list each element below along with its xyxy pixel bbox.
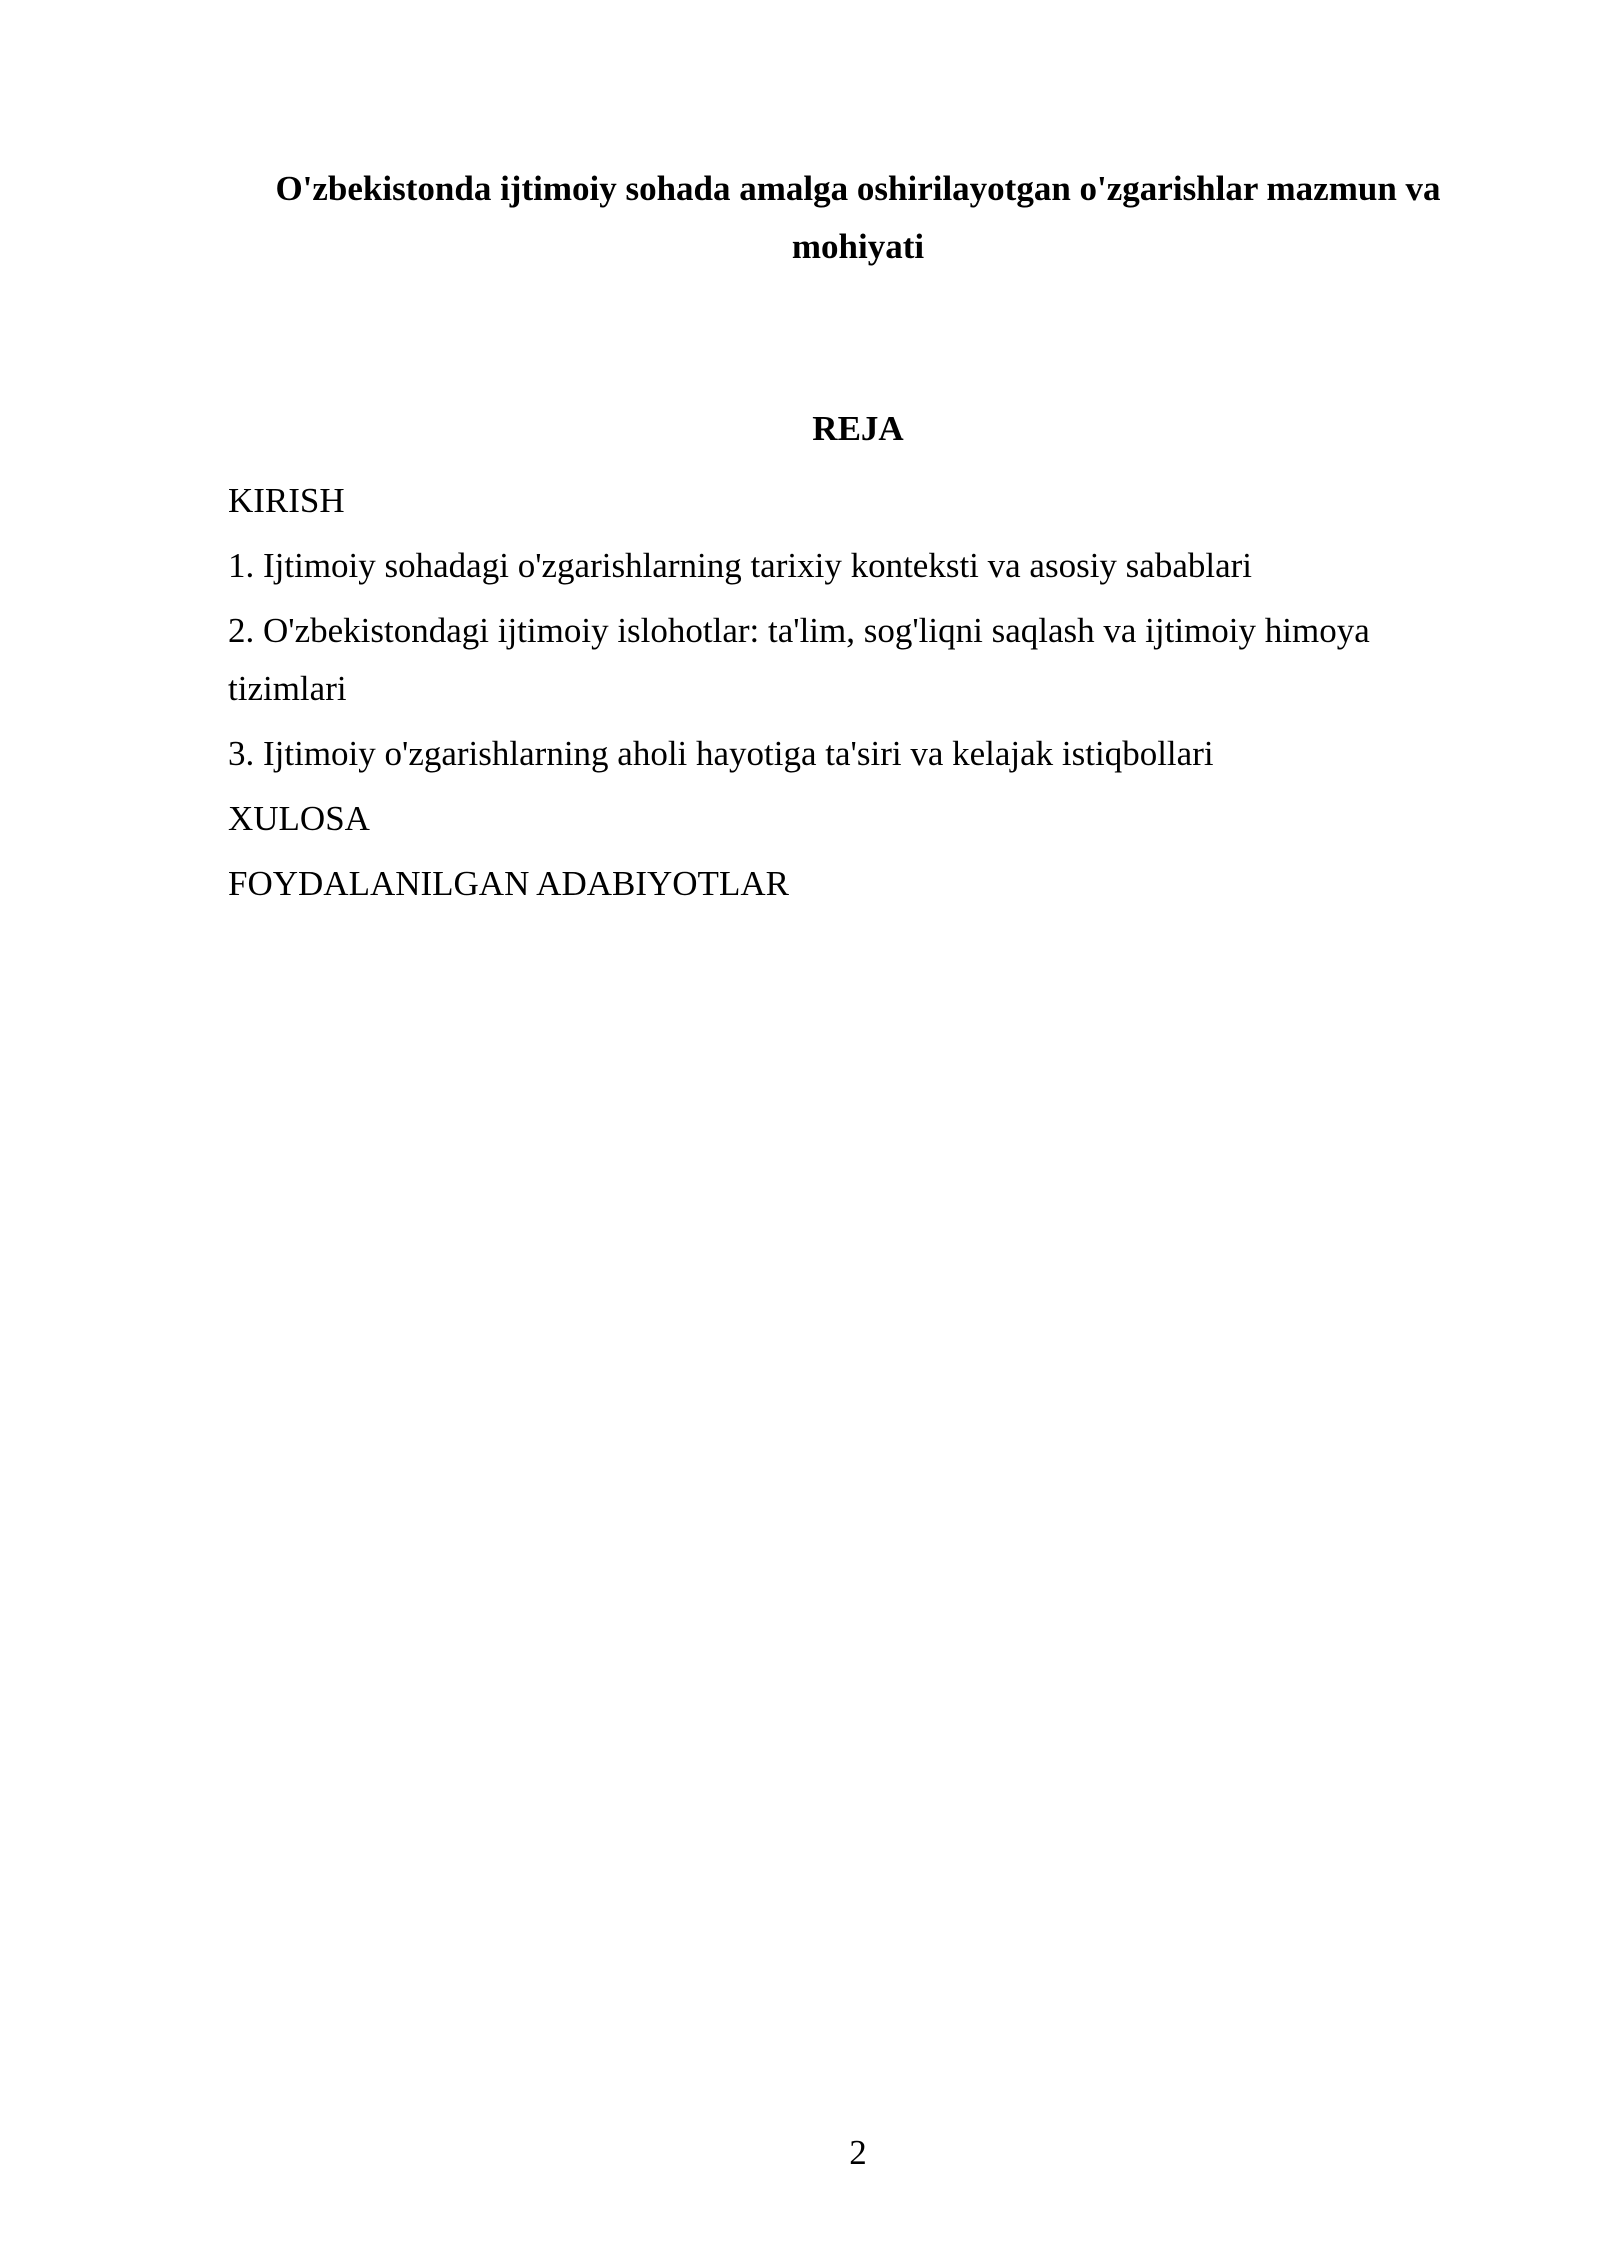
plan-item-3: 3. Ijtimoiy o'zgarishlarning aholi hayotiga ta'siri va kelajak istiqbollari: [228, 734, 1214, 773]
plan-heading: REJA: [812, 409, 904, 448]
plan-item-1: 1. Ijtimoiy sohadagi o'zgarishlarning tarixiy konteksti va asosiy sabablari: [228, 546, 1253, 585]
plan-item-conclusion: XULOSA: [228, 799, 370, 838]
plan-item-2: 2. O'zbekistondagi ijtimoiy islohotlar: ta'lim, sog'liqni saqlash va ijtimoiy himoya tizimlari: [228, 611, 1370, 708]
document-title: O'zbekistonda ijtimoiy sohada amalga oshirilayotgan o'zgarishlar mazmun va mohiyati: [275, 169, 1441, 266]
page-number: 2: [849, 2133, 867, 2172]
plan-list: [228, 472, 1488, 920]
plan-item-references: FOYDALANILGAN ADABIYOTLAR: [228, 864, 789, 903]
plan-item-introduction: KIRISH: [228, 481, 345, 520]
